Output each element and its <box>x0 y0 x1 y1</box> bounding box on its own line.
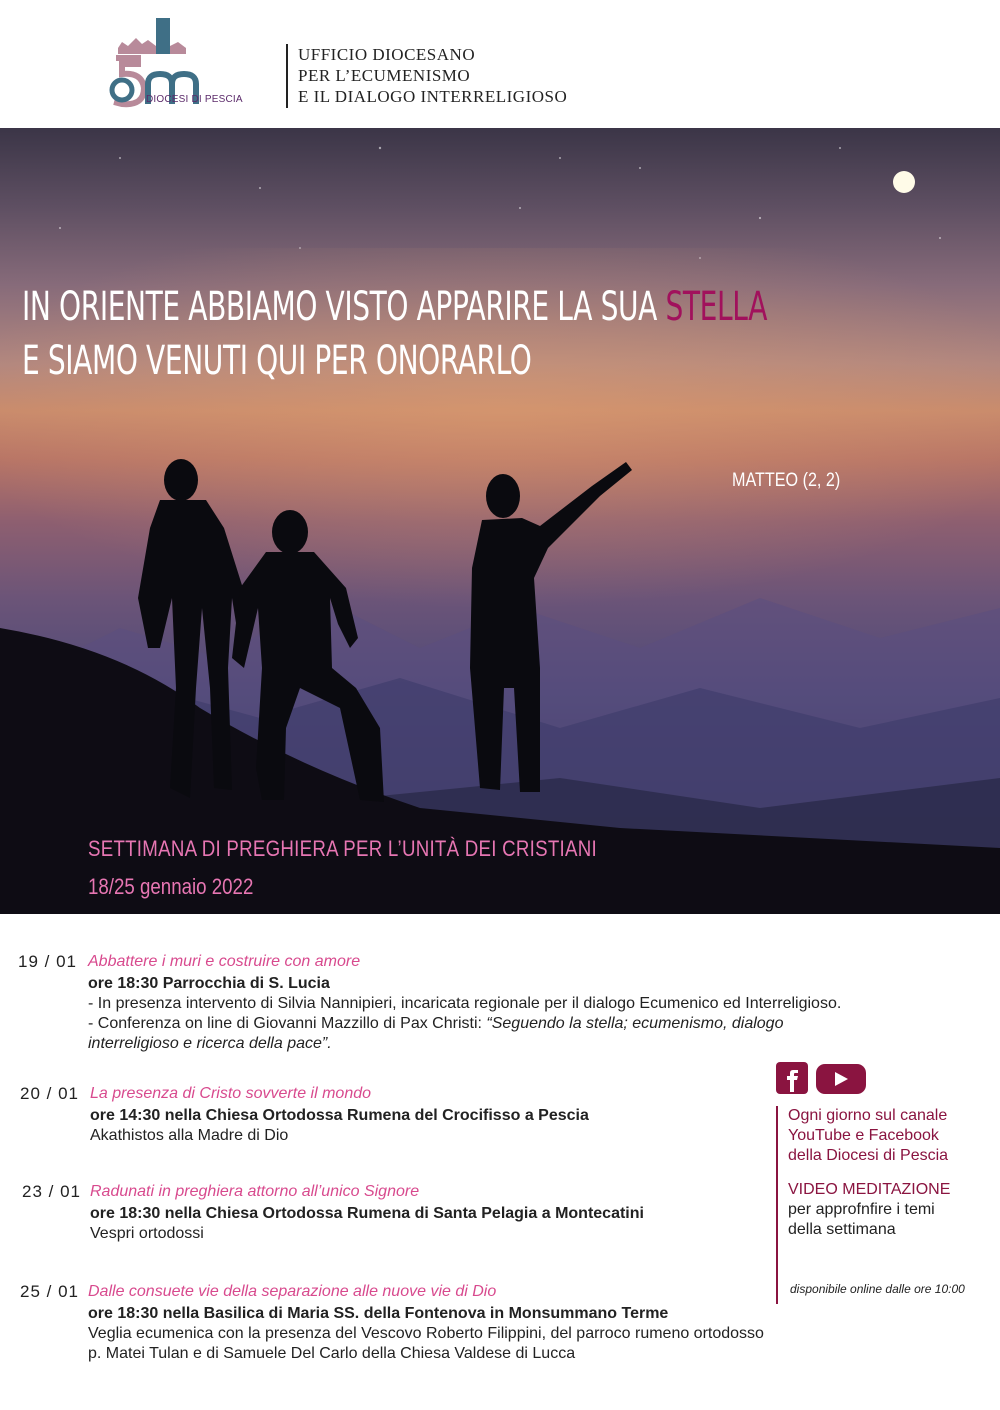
star-moon <box>893 171 915 193</box>
event-quote: “Seguendo la stella; ecumenismo, dialogo <box>486 1015 784 1032</box>
event-date: 20 / 01 <box>20 1084 79 1103</box>
event-title: La presenza di Cristo sovverte il mondo <box>90 1085 372 1102</box>
video-info-box <box>776 1106 976 1304</box>
office-line: UFFICIO DIOCESANO <box>298 45 476 64</box>
office-line: E IL DIALOGO INTERRELIGIOSO <box>298 87 568 106</box>
headline-line2: E SIAMO VENUTI QUI PER ONORARLO <box>22 338 532 384</box>
video-line: per approfnfire i temi <box>788 1201 935 1218</box>
office-line: PER L’ECUMENISMO <box>298 66 471 85</box>
channel-line: della Diocesi di Pescia <box>788 1147 949 1164</box>
logo-text: DIOCESI DI PESCIA <box>146 94 243 105</box>
event-time: ore 18:30 nella Basilica di Maria SS. della Fontenova in Monsummano Terme <box>88 1305 669 1322</box>
event-line: Akathistos alla Madre di Dio <box>90 1127 289 1144</box>
event-date: 23 / 01 <box>22 1182 81 1201</box>
event-line: Vespri ortodossi <box>90 1225 204 1242</box>
event-body <box>88 952 841 1054</box>
video-line: della settimana <box>788 1221 896 1238</box>
event-title: Abbattere i muri e costruire con amore <box>88 953 361 970</box>
channel-line: Ogni giorno sul canale <box>788 1107 948 1124</box>
facebook-icon <box>776 1062 808 1094</box>
channel-line: YouTube e Facebook <box>788 1127 939 1144</box>
channel-text <box>788 1106 976 1166</box>
event-line: p. Matei Tulan e di Samuele Del Carlo della Chiesa Valdese di Lucca <box>88 1345 576 1362</box>
event-body <box>90 1084 589 1146</box>
event-title: Radunati in preghiera attorno all’unico Signore <box>90 1183 420 1200</box>
headline-accent: STELLA <box>665 284 768 330</box>
event-time: ore 14:30 nella Chiesa Ortodossa Rumena del Crocifisso a Pescia <box>90 1107 589 1124</box>
office-name <box>298 44 567 107</box>
office-divider <box>286 44 288 108</box>
availability-note: disponibile online dalle ore 10:00 <box>790 1282 965 1296</box>
event-line: Veglia ecumenica con la presenza del Vescovo Roberto Filippini, del parroco rumeno ortodosso <box>88 1325 764 1342</box>
event-line-text: - Conferenza on line di Giovanni Mazzillo di Pax Christi: <box>88 1015 487 1032</box>
bible-reference: MATTEO (2, 2) <box>732 470 841 491</box>
social-icons <box>776 1060 876 1101</box>
video-title: VIDEO MEDITAZIONE <box>788 1181 951 1198</box>
night-landscape <box>0 128 1000 914</box>
video-subtitle <box>788 1200 976 1240</box>
week-title: SETTIMANA DI PREGHIERA PER L’UNITÀ DEI CRISTIANI <box>88 836 597 861</box>
event-body <box>88 1282 764 1364</box>
event-line <box>88 1034 841 1054</box>
week-date: 18/25 gennaio 2022 <box>88 874 254 899</box>
event-time: ore 18:30 Parrocchia di S. Lucia <box>88 975 330 992</box>
event-body <box>90 1182 644 1244</box>
headline <box>22 280 767 388</box>
event-date: 25 / 01 <box>20 1282 79 1301</box>
youtube-icon <box>816 1064 866 1094</box>
headline-line1: IN ORIENTE ABBIAMO VISTO APPARIRE LA SUA <box>22 284 666 330</box>
header <box>0 0 1000 128</box>
event-line: - In presenza intervento di Silvia Nannipieri, incaricata regionale per il dialogo Ecumenico ed Interreligioso. <box>88 995 842 1012</box>
event-title: Dalle consuete vie della separazione alle nuove vie di Dio <box>88 1283 497 1300</box>
event-date: 19 / 01 <box>18 952 77 971</box>
hero-image <box>0 128 1000 914</box>
event-time: ore 18:30 nella Chiesa Ortodossa Rumena di Santa Pelagia a Montecatini <box>90 1205 644 1222</box>
event-quote-cont: interreligioso e ricerca della pace”. <box>88 1035 332 1052</box>
event-line <box>88 1014 841 1034</box>
